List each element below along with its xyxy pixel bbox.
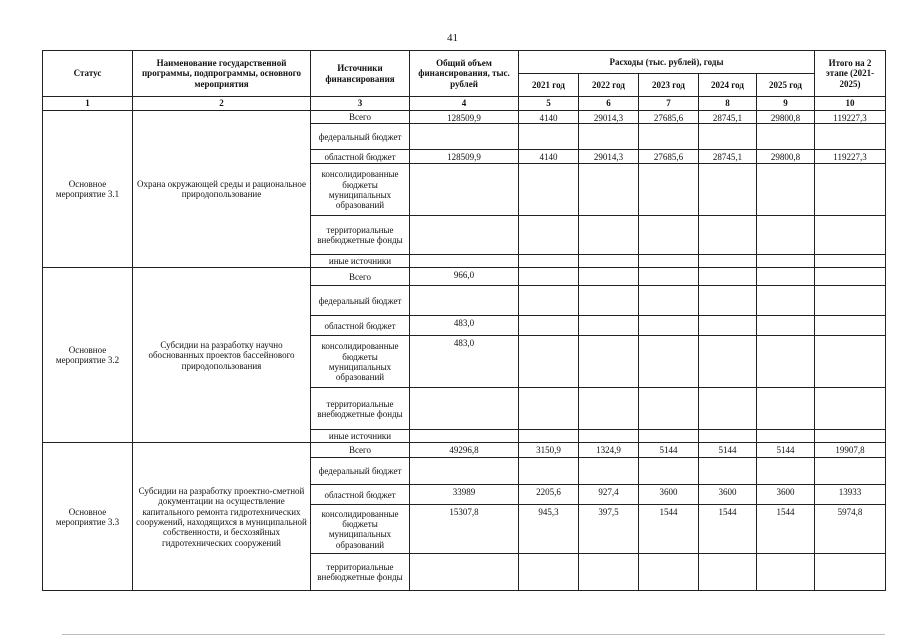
header-status: Статус <box>43 51 133 97</box>
amount-cell-y2022 <box>579 388 639 430</box>
amount-cell-y2022 <box>579 164 639 216</box>
status-cell: Основное мероприятие 3.2 <box>43 268 133 443</box>
amount-cell-y2021: 4140 <box>519 150 579 164</box>
amount-cell-total <box>410 430 519 443</box>
status-cell: Основное мероприятие 3.3 <box>43 443 133 591</box>
header-expenses: Расходы (тыс. рублей), годы <box>519 51 815 74</box>
amount-cell-y2024 <box>699 316 757 336</box>
amount-cell-total: 33989 <box>410 485 519 505</box>
amount-cell-y2025 <box>757 316 815 336</box>
amount-cell-stage <box>815 216 886 255</box>
column-index: 4 <box>410 97 519 111</box>
amount-cell-total <box>410 124 519 150</box>
amount-cell-y2022 <box>579 268 639 286</box>
amount-cell-y2022 <box>579 255 639 268</box>
amount-cell-y2021 <box>519 430 579 443</box>
amount-cell-y2021 <box>519 316 579 336</box>
amount-cell-total <box>410 458 519 485</box>
amount-cell-y2024 <box>699 164 757 216</box>
amount-cell-stage <box>815 458 886 485</box>
amount-cell-y2023: 1544 <box>639 505 699 554</box>
amount-cell-y2021 <box>519 216 579 255</box>
amount-cell-y2023: 5144 <box>639 443 699 458</box>
funding-source-cell: Всего <box>311 268 410 286</box>
amount-cell-y2022 <box>579 286 639 316</box>
amount-cell-y2022: 1324,9 <box>579 443 639 458</box>
financing-table <box>42 50 886 591</box>
amount-cell-y2022: 927,4 <box>579 485 639 505</box>
amount-cell-y2023 <box>639 388 699 430</box>
amount-cell-stage: 13933 <box>815 485 886 505</box>
funding-source-cell: Всего <box>311 111 410 124</box>
amount-cell-stage <box>815 255 886 268</box>
column-index: 7 <box>639 97 699 111</box>
amount-cell-y2023 <box>639 316 699 336</box>
header-year: 2022 год <box>579 74 639 97</box>
amount-cell-y2024 <box>699 124 757 150</box>
amount-cell-y2024: 28745,1 <box>699 150 757 164</box>
column-index: 10 <box>815 97 886 111</box>
funding-source-cell: областной бюджет <box>311 150 410 164</box>
amount-cell-y2023 <box>639 268 699 286</box>
header-name: Наименование государственной программы, подпрограммы, основного мероприятия <box>133 51 311 97</box>
amount-cell-stage: 119227,3 <box>815 150 886 164</box>
column-index: 2 <box>133 97 311 111</box>
amount-cell-stage <box>815 316 886 336</box>
amount-cell-y2021 <box>519 255 579 268</box>
amount-cell-y2025: 5144 <box>757 443 815 458</box>
amount-cell-stage: 19907,8 <box>815 443 886 458</box>
amount-cell-y2021 <box>519 388 579 430</box>
funding-source-cell: консолидированные бюджеты муниципальных образований <box>311 336 410 388</box>
amount-cell-y2022 <box>579 554 639 591</box>
amount-cell-stage <box>815 430 886 443</box>
column-index: 1 <box>43 97 133 111</box>
amount-cell-y2021: 3150,9 <box>519 443 579 458</box>
amount-cell-y2023 <box>639 164 699 216</box>
amount-cell-y2024 <box>699 458 757 485</box>
funding-source-cell: областной бюджет <box>311 485 410 505</box>
funding-source-cell: территориальные внебюджетные фонды <box>311 216 410 255</box>
amount-cell-total: 49296,8 <box>410 443 519 458</box>
amount-cell-y2022 <box>579 216 639 255</box>
funding-source-cell: федеральный бюджет <box>311 286 410 316</box>
amount-cell-y2023 <box>639 255 699 268</box>
status-cell: Основное мероприятие 3.1 <box>43 111 133 268</box>
header-year: 2023 год <box>639 74 699 97</box>
amount-cell-stage <box>815 124 886 150</box>
amount-cell-y2023 <box>639 216 699 255</box>
header-sources: Источники финансирования <box>311 51 410 97</box>
amount-cell-y2021: 2205,6 <box>519 485 579 505</box>
amount-cell-y2025 <box>757 164 815 216</box>
amount-cell-y2023 <box>639 336 699 388</box>
amount-cell-total: 483,0 <box>410 336 519 388</box>
amount-cell-y2024: 5144 <box>699 443 757 458</box>
page-bottom-divider <box>62 634 885 635</box>
amount-cell-y2024 <box>699 336 757 388</box>
funding-source-cell: территориальные внебюджетные фонды <box>311 554 410 591</box>
table-row <box>43 443 886 458</box>
amount-cell-y2025 <box>757 216 815 255</box>
funding-source-cell: консолидированные бюджеты муниципальных образований <box>311 164 410 216</box>
amount-cell-stage <box>815 388 886 430</box>
amount-cell-total: 966,0 <box>410 268 519 286</box>
amount-cell-y2025 <box>757 458 815 485</box>
amount-cell-total <box>410 388 519 430</box>
funding-source-cell: иные источники <box>311 430 410 443</box>
header-total: Общий объем финансирования, тыс. рублей <box>410 51 519 97</box>
amount-cell-y2024 <box>699 430 757 443</box>
header-year: 2025 год <box>757 74 815 97</box>
amount-cell-y2022: 29014,3 <box>579 111 639 124</box>
amount-cell-y2025 <box>757 124 815 150</box>
amount-cell-y2021: 4140 <box>519 111 579 124</box>
amount-cell-y2023 <box>639 458 699 485</box>
funding-source-cell: территориальные внебюджетные фонды <box>311 388 410 430</box>
amount-cell-y2025 <box>757 268 815 286</box>
amount-cell-y2022: 397,5 <box>579 505 639 554</box>
header-year: 2024 год <box>699 74 757 97</box>
amount-cell-total <box>410 164 519 216</box>
funding-source-cell: консолидированные бюджеты муниципальных образований <box>311 505 410 554</box>
amount-cell-y2025: 29800,8 <box>757 111 815 124</box>
amount-cell-y2022 <box>579 458 639 485</box>
column-index: 6 <box>579 97 639 111</box>
header-row <box>43 51 886 74</box>
amount-cell-y2021 <box>519 268 579 286</box>
amount-cell-y2025 <box>757 255 815 268</box>
table-row <box>43 268 886 286</box>
table-body <box>43 111 886 591</box>
amount-cell-y2022: 29014,3 <box>579 150 639 164</box>
amount-cell-total <box>410 286 519 316</box>
page-number: 41 <box>447 32 458 44</box>
column-index: 9 <box>757 97 815 111</box>
activity-name-cell: Охрана окружающей среды и рациональное природопользование <box>133 111 311 268</box>
amount-cell-y2025 <box>757 430 815 443</box>
amount-cell-total <box>410 255 519 268</box>
activity-name-cell: Субсидии на разработку проектно-сметной документации на осуществление капитального ремонта гидротехнических сооружений, находящихся в муниципальной собственности, и бесхозяйных гидротехнических сооружений <box>133 443 311 591</box>
amount-cell-y2022 <box>579 124 639 150</box>
funding-source-cell: федеральный бюджет <box>311 458 410 485</box>
amount-cell-y2021 <box>519 124 579 150</box>
amount-cell-total: 128509,9 <box>410 150 519 164</box>
amount-cell-stage: 119227,3 <box>815 111 886 124</box>
amount-cell-y2023 <box>639 124 699 150</box>
amount-cell-y2023: 3600 <box>639 485 699 505</box>
amount-cell-y2023 <box>639 286 699 316</box>
amount-cell-stage <box>815 286 886 316</box>
amount-cell-y2025: 29800,8 <box>757 150 815 164</box>
funding-source-cell: иные источники <box>311 255 410 268</box>
amount-cell-y2022 <box>579 316 639 336</box>
activity-name-cell: Субсидии на разработку научно обоснованных проектов бассейнового природопользования <box>133 268 311 443</box>
amount-cell-y2024 <box>699 554 757 591</box>
amount-cell-stage <box>815 554 886 591</box>
amount-cell-y2021: 945,3 <box>519 505 579 554</box>
amount-cell-y2025 <box>757 388 815 430</box>
amount-cell-total <box>410 216 519 255</box>
amount-cell-y2021 <box>519 336 579 388</box>
amount-cell-total: 128509,9 <box>410 111 519 124</box>
amount-cell-stage <box>815 336 886 388</box>
amount-cell-total: 15307,8 <box>410 505 519 554</box>
amount-cell-y2024 <box>699 255 757 268</box>
amount-cell-y2024: 28745,1 <box>699 111 757 124</box>
amount-cell-y2025: 3600 <box>757 485 815 505</box>
column-index-row <box>43 97 886 111</box>
column-index: 5 <box>519 97 579 111</box>
header-year: 2021 год <box>519 74 579 97</box>
amount-cell-y2024 <box>699 216 757 255</box>
amount-cell-stage: 5974,8 <box>815 505 886 554</box>
amount-cell-y2024 <box>699 286 757 316</box>
column-index: 3 <box>311 97 410 111</box>
amount-cell-y2023: 27685,6 <box>639 111 699 124</box>
amount-cell-y2023: 27685,6 <box>639 150 699 164</box>
funding-source-cell: федеральный бюджет <box>311 124 410 150</box>
amount-cell-y2024 <box>699 388 757 430</box>
funding-source-cell: областной бюджет <box>311 316 410 336</box>
amount-cell-stage <box>815 268 886 286</box>
amount-cell-y2025 <box>757 554 815 591</box>
amount-cell-y2021 <box>519 554 579 591</box>
amount-cell-y2021 <box>519 286 579 316</box>
amount-cell-stage <box>815 164 886 216</box>
amount-cell-y2021 <box>519 164 579 216</box>
table-row <box>43 111 886 124</box>
amount-cell-y2021 <box>519 458 579 485</box>
amount-cell-total: 483,0 <box>410 316 519 336</box>
amount-cell-y2022 <box>579 336 639 388</box>
amount-cell-y2025: 1544 <box>757 505 815 554</box>
header-stage-total: Итого на 2 этапе (2021-2025) <box>815 51 886 97</box>
amount-cell-y2024: 1544 <box>699 505 757 554</box>
amount-cell-y2024 <box>699 268 757 286</box>
column-index: 8 <box>699 97 757 111</box>
amount-cell-y2023 <box>639 554 699 591</box>
amount-cell-total <box>410 554 519 591</box>
amount-cell-y2024: 3600 <box>699 485 757 505</box>
amount-cell-y2025 <box>757 286 815 316</box>
amount-cell-y2023 <box>639 430 699 443</box>
funding-source-cell: Всего <box>311 443 410 458</box>
amount-cell-y2022 <box>579 430 639 443</box>
amount-cell-y2025 <box>757 336 815 388</box>
